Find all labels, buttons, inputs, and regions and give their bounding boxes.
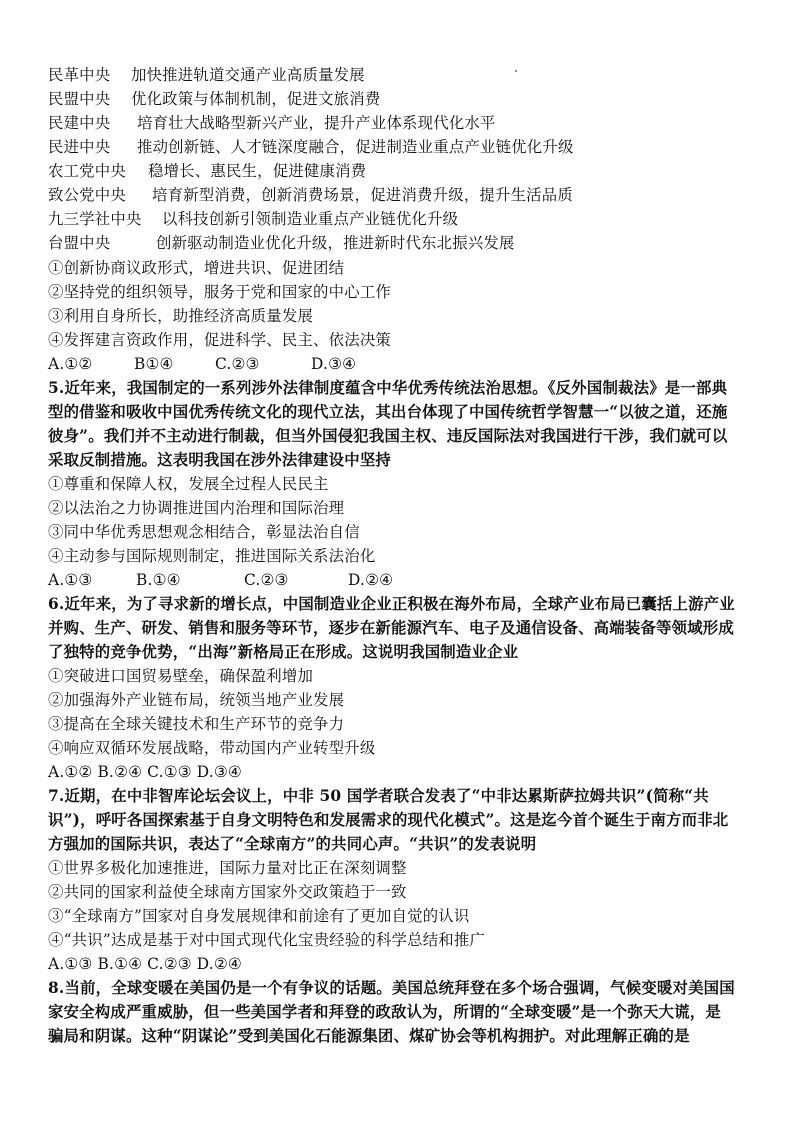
- q7-item: ②共同的国家利益使全球南方国家外交政策趋于一致: [48, 883, 407, 901]
- party-row: [48, 232, 515, 254]
- q5-stem-line: 5.近年来，我国制定的一系列涉外法律制度蕴含中华优秀传统法治思想。《反外国制裁法》是一部典: [48, 379, 728, 397]
- q6-item: ④响应双循环发展战略，带动国内产业转型升级: [48, 739, 376, 757]
- party-proposal: 培育壮大战略型新兴产业，提升产业体系现代化水平: [137, 114, 496, 132]
- q4-options: [48, 353, 356, 375]
- party-name: 民进中央: [48, 138, 111, 156]
- q7-item: ①世界多极化加速推进，国际力量对比正在深刻调整: [48, 859, 407, 877]
- party-proposal: 加快推进轨道交通产业高质量发展: [131, 66, 365, 84]
- q4-item: ④发挥建言资政作用，促进科学、民主、依法决策: [48, 331, 391, 349]
- q4-item: ②坚持党的组织领导，服务于党和国家的中心工作: [48, 283, 391, 301]
- option-a: A.①②: [48, 355, 93, 373]
- party-name: 九三学社中央: [48, 210, 142, 228]
- party-row: [48, 184, 573, 206]
- option-c: C.②③: [215, 355, 260, 373]
- party-name: 民革中央: [48, 66, 111, 84]
- party-row: [48, 112, 496, 134]
- q7-item: ③“全球南方”国家对自身发展规律和前途有了更加自觉的认识: [48, 907, 470, 925]
- q7-stem-line: 7.近期，在中非智库论坛会议上，中非 50 国学者联合发表了“中非达累斯萨拉姆共识”(简称“共: [48, 787, 709, 805]
- party-name: 致公党中央: [48, 186, 126, 204]
- party-name: 民盟中央: [48, 90, 111, 108]
- option-a: A.①③: [48, 571, 93, 589]
- option-d: D.③④: [311, 355, 357, 373]
- q6-item: ①突破进口国贸易壁垒，确保盈利增加: [48, 667, 314, 685]
- option-d: D.②④: [348, 571, 394, 589]
- option-b: B.①④: [136, 571, 181, 589]
- q5-stem-line: 采取反制措施。这表明我国在涉外法律建设中坚持: [48, 451, 391, 469]
- q5-options: [48, 569, 393, 591]
- q6-stem-line: 了独特的竞争优势，“出海”新格局正在形成。这说明我国制造业企业: [48, 643, 519, 661]
- q6-options: A.①② B.②④ C.①③ D.③④: [48, 763, 242, 781]
- q4-item: ①创新协商议政形式，增进共识、促进团结: [48, 259, 345, 277]
- q6-item: ③提高在全球关键技术和生产环节的竞争力: [48, 715, 345, 733]
- party-proposal: 优化政策与体制机制，促进文旅消费: [131, 90, 381, 108]
- q6-stem-line: 并购、生产、研发、销售和服务等环节，逐步在新能源汽车、电子及通信设备、高端装备等领域形成: [48, 619, 734, 637]
- scan-speck: [515, 70, 517, 72]
- q5-item: ③同中华优秀思想观念相结合，彰显法治自信: [48, 523, 360, 541]
- q7-stem-line: 识”)，呼吁各国探索基于自身文明特色和发展需求的现代化模式”。这是迄今首个诞生于南方而非北: [48, 811, 729, 829]
- party-row: [48, 208, 458, 230]
- party-row: [48, 64, 365, 86]
- q8-stem-line: 8.当前，全球变暖在美国仍是一个有争议的话题。美国总统拜登在多个场合强调，气候变暖对美国国: [48, 979, 735, 997]
- party-name: 民建中央: [48, 114, 111, 132]
- q5-item: ②以法治之力协调推进国内治理和国际治理: [48, 499, 345, 517]
- q5-stem-line: 型的借鉴和吸收中国优秀传统文化的现代立法，其出台体现了中国传统哲学智慧一“以彼之道，还施: [48, 403, 728, 421]
- q5-stem-line: 彼身”。我们并不主动进行制裁，但当外国侵犯我国主权、违反国际法对我国进行干涉，我们就可以: [48, 427, 728, 445]
- q6-item: ②加强海外产业链布局，统领当地产业发展: [48, 691, 345, 709]
- party-row: [48, 136, 574, 158]
- q7-options: A.①③ B.①④ C.②③ D.②④: [48, 955, 242, 973]
- option-b: B①④: [134, 355, 174, 373]
- party-name: 农工党中央: [48, 162, 126, 180]
- party-proposal: 以科技创新引领制造业重点产业链优化升级: [162, 210, 459, 228]
- q5-item: ④主动参与国际规则制定，推进国际关系法治化: [48, 547, 376, 565]
- party-row: [48, 88, 380, 110]
- q8-stem-line: 家安全构成严重威胁，但一些美国学者和拜登的政敌认为，所谓的“全球变暖”是一个弥天大谎，是: [48, 1003, 721, 1021]
- q7-stem-line: 方强加的国际共识，表达了“全球南方”的共同心声。“共识”的发表说明: [48, 835, 537, 853]
- q7-item: ④“共识”达成是基于对中国式现代化宝贵经验的科学总结和推广: [48, 931, 486, 949]
- q4-item: ③利用自身所长，助推经济高质量发展: [48, 307, 314, 325]
- party-proposal: 推动创新链、人才链深度融合，促进制造业重点产业链优化升级: [137, 138, 574, 156]
- party-proposal: 稳增长、惠民生，促进健康消费: [148, 162, 367, 180]
- party-name: 台盟中央: [48, 234, 111, 252]
- q5-item: ①尊重和保障人权，发展全过程人民民主: [48, 475, 329, 493]
- party-proposal: 培育新型消费，创新消费场景，促进消费升级，提升生活品质: [152, 186, 573, 204]
- q8-stem-line: 骗局和阴谋。这种“阴谋论”受到美国化石能源集团、煤矿协会等机构拥护。对此理解正确的是: [48, 1027, 690, 1045]
- q6-stem-line: 6.近年来，为了寻求新的增长点，中国制造业企业正积极在海外布局，全球产业布局已囊括上游产业: [48, 595, 735, 613]
- party-row: [48, 160, 366, 182]
- party-proposal: 创新驱动制造业优化升级，推进新时代东北振兴发展: [156, 234, 515, 252]
- option-c: C.②③: [244, 571, 289, 589]
